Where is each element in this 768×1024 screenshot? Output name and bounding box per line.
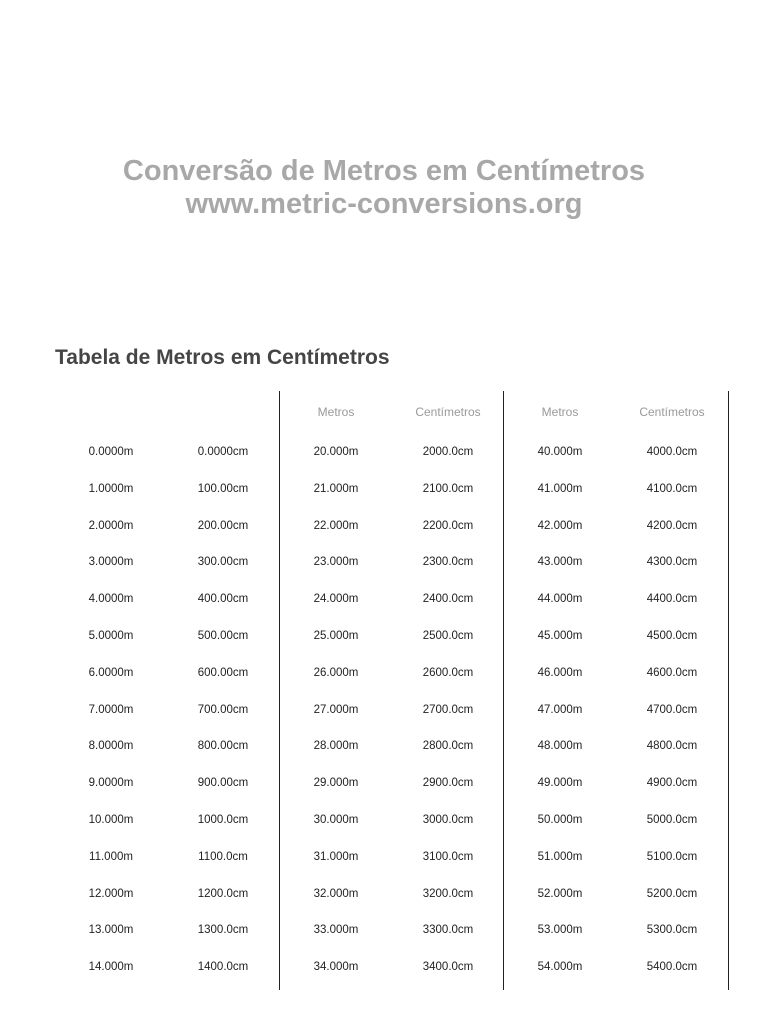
centimeters-value: 1100.0cm	[198, 850, 248, 863]
meters-value: 3.0000m	[88, 556, 134, 569]
table-row	[280, 804, 504, 841]
meters-value: 30.000m	[313, 813, 359, 826]
centimeters-value: 1300.0cm	[197, 924, 249, 937]
meters-value: 45.000m	[537, 629, 583, 642]
table-row	[504, 914, 728, 951]
centimeters-value: 4600.0cm	[646, 666, 698, 679]
table-column-group-3	[503, 391, 729, 990]
meters-value: 26.000m	[313, 666, 359, 679]
table-row	[55, 657, 279, 694]
centimeters-value: 1000.0cm	[197, 813, 249, 826]
table-row	[55, 694, 279, 731]
centimeters-value: 2400.0cm	[422, 593, 474, 606]
centimeters-value: 700.00cm	[197, 703, 249, 716]
centimeters-value: 800.00cm	[197, 740, 249, 753]
meters-value: 11.000m	[89, 850, 133, 863]
centimeters-value: 2500.0cm	[422, 629, 474, 642]
table-row	[55, 436, 279, 473]
meters-value: 52.000m	[537, 887, 583, 900]
meters-value: 43.000m	[537, 556, 583, 569]
meters-value: 25.000m	[313, 629, 359, 642]
centimeters-value: 2000.0cm	[422, 446, 474, 458]
centimeters-value: 2700.0cm	[422, 703, 474, 716]
table-row	[55, 473, 279, 510]
table-row	[504, 620, 728, 657]
centimeters-value: 500.00cm	[197, 629, 249, 642]
table-title: Tabela de Metros em Centímetros	[55, 346, 390, 369]
centimeters-value: 3100.0cm	[422, 850, 474, 863]
centimeters-value: 900.00cm	[197, 777, 249, 790]
table-row	[504, 473, 728, 510]
centimeters-value: 100.00cm	[197, 482, 249, 495]
table-row	[280, 546, 504, 583]
meters-value: 49.000m	[537, 777, 583, 790]
meters-value: 33.000m	[313, 924, 359, 937]
centimeters-value: 5400.0cm	[646, 961, 698, 974]
centimeters-value: 5200.0cm	[646, 887, 698, 900]
table-row	[504, 436, 728, 473]
centimeters-value: 2100.0cm	[422, 482, 474, 495]
table-row	[280, 620, 504, 657]
meters-value: 4.0000m	[88, 593, 134, 606]
table-row	[280, 436, 504, 473]
table-row	[504, 804, 728, 841]
table-row	[55, 914, 279, 951]
centimeters-value: 4300.0cm	[646, 556, 698, 569]
centimeters-value: 4400.0cm	[646, 593, 698, 606]
table-row	[280, 951, 504, 988]
centimeters-value: 4000.0cm	[646, 446, 698, 458]
table-row	[504, 694, 728, 731]
meters-value: 13.000m	[88, 924, 134, 937]
table-row	[504, 657, 728, 694]
table-row	[280, 583, 504, 620]
table-row	[55, 767, 279, 804]
table-row	[504, 951, 728, 988]
centimeters-value: 2200.0cm	[422, 519, 474, 532]
column-header-centimeters: Centímetros	[639, 405, 705, 419]
centimeters-value: 5000.0cm	[646, 813, 698, 826]
meters-value: 53.000m	[537, 924, 583, 937]
centimeters-value: 2600.0cm	[422, 666, 474, 679]
meters-value: 7.0000m	[88, 703, 134, 716]
centimeters-value: 2300.0cm	[422, 556, 474, 569]
table-row	[280, 730, 504, 767]
meters-value: 44.000m	[537, 593, 583, 606]
table-row	[280, 510, 504, 547]
column-header-meters: Metros	[541, 405, 579, 419]
table-row	[504, 841, 728, 878]
meters-value: 46.000m	[537, 666, 583, 679]
centimeters-value: 4700.0cm	[646, 703, 698, 716]
meters-value: 20.000m	[313, 446, 359, 458]
meters-value: 14.000m	[88, 961, 134, 974]
meters-value: 5.0000m	[88, 629, 134, 642]
meters-value: 8.0000m	[88, 740, 134, 753]
column-header-centimeters: Centímetros	[415, 405, 481, 419]
table-row	[280, 767, 504, 804]
table-rows	[55, 436, 279, 988]
meters-value: 24.000m	[313, 593, 359, 606]
centimeters-value: 3200.0cm	[422, 887, 474, 900]
meters-value: 50.000m	[537, 813, 583, 826]
table-row	[280, 914, 504, 951]
page-title: Conversão de Metros em Centímetros	[122, 155, 646, 187]
table-row	[280, 694, 504, 731]
centimeters-value: 4500.0cm	[646, 629, 698, 642]
meters-value: 27.000m	[313, 703, 359, 716]
meters-value: 54.000m	[537, 961, 583, 974]
table-row	[504, 730, 728, 767]
table-row	[55, 546, 279, 583]
meters-value: 9.0000m	[88, 777, 134, 790]
meters-value: 31.000m	[313, 850, 359, 863]
meters-value: 22.000m	[313, 519, 359, 532]
meters-value: 2.0000m	[88, 519, 134, 532]
meters-value: 12.000m	[88, 887, 134, 900]
meters-value: 51.000m	[537, 850, 583, 863]
table-row	[280, 657, 504, 694]
meters-value: 28.000m	[313, 740, 359, 753]
table-rows	[280, 436, 504, 988]
centimeters-value: 600.00cm	[197, 666, 249, 679]
meters-value: 21.000m	[313, 482, 359, 495]
table-row	[504, 878, 728, 915]
centimeters-value: 200.00cm	[197, 519, 249, 532]
table-row	[55, 804, 279, 841]
centimeters-value: 4100.0cm	[646, 482, 698, 495]
centimeters-value: 4900.0cm	[646, 777, 698, 790]
centimeters-value: 3000.0cm	[422, 813, 474, 826]
table-row	[55, 620, 279, 657]
centimeters-value: 1400.0cm	[197, 961, 249, 974]
centimeters-value: 5300.0cm	[646, 924, 698, 937]
meters-value: 29.000m	[313, 777, 359, 790]
centimeters-value: 3400.0cm	[422, 961, 474, 974]
meters-value: 10.000m	[88, 813, 134, 826]
table-row	[280, 841, 504, 878]
meters-value: 42.000m	[537, 519, 583, 532]
table-row	[55, 878, 279, 915]
table-rows	[504, 436, 728, 988]
table-column-group-2	[279, 391, 504, 990]
table-row	[55, 951, 279, 988]
centimeters-value: 2900.0cm	[422, 777, 474, 790]
meters-value: 34.000m	[313, 961, 359, 974]
table-row	[504, 583, 728, 620]
table-row	[280, 878, 504, 915]
table-row	[55, 510, 279, 547]
centimeters-value: 300.00cm	[197, 556, 249, 569]
centimeters-value: 0.0000cm	[197, 446, 249, 458]
meters-value: 41.000m	[537, 482, 583, 495]
table-row	[504, 546, 728, 583]
centimeters-value: 400.00cm	[197, 593, 249, 606]
meters-value: 47.000m	[537, 703, 583, 716]
table-row	[55, 730, 279, 767]
meters-value: 23.000m	[313, 556, 359, 569]
centimeters-value: 4800.0cm	[646, 740, 698, 753]
centimeters-value: 2800.0cm	[422, 740, 474, 753]
centimeters-value: 4200.0cm	[646, 519, 698, 532]
page-header	[0, 155, 768, 221]
table-row	[280, 473, 504, 510]
table-row	[504, 767, 728, 804]
meters-value: 1.0000m	[88, 482, 134, 495]
meters-value: 6.0000m	[88, 666, 134, 679]
meters-value: 40.000m	[537, 446, 583, 458]
column-header-meters: Metros	[317, 405, 355, 419]
centimeters-value: 5100.0cm	[646, 850, 698, 863]
centimeters-value: 1200.0cm	[197, 887, 249, 900]
centimeters-value: 3300.0cm	[422, 924, 474, 937]
table-row	[504, 510, 728, 547]
meters-value: 0.0000m	[88, 446, 134, 458]
table-row	[55, 583, 279, 620]
meters-value: 32.000m	[313, 887, 359, 900]
table-row	[55, 841, 279, 878]
site-url: www.metric-conversions.org	[185, 188, 583, 220]
meters-value: 48.000m	[537, 740, 583, 753]
table-column-group-1	[55, 391, 279, 990]
conversion-table	[55, 391, 728, 990]
